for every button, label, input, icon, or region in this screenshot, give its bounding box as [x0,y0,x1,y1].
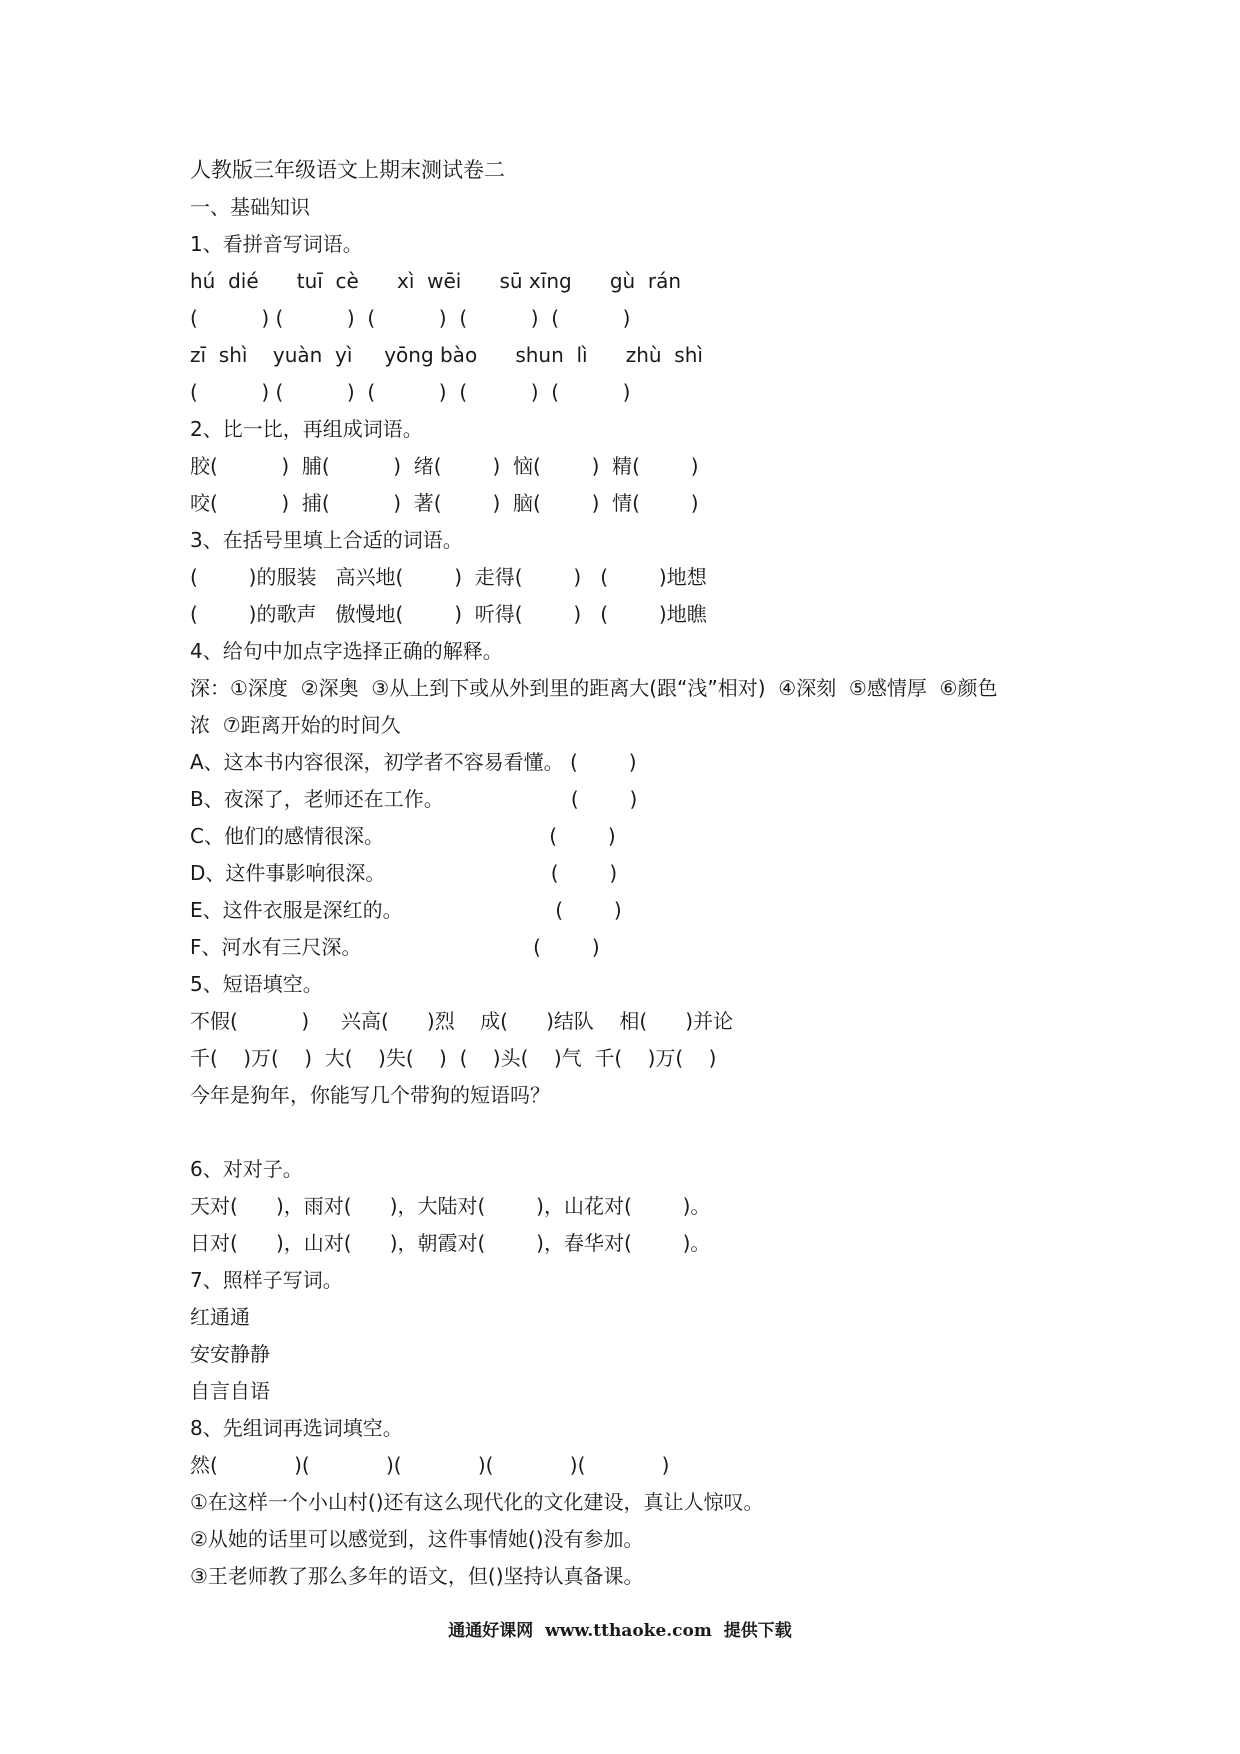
question-7-heading: 7、照样子写词。 [190,1268,343,1292]
question-1-heading: 1、看拼音写词语。 [190,232,363,256]
fill-row: ( )的歌声 傲慢地( ) 听得( ) ( )地瞧 [190,602,707,626]
couplet-row: 天对( )，雨对( )，大陆对( )，山花对( )。 [190,1194,711,1218]
sentence-item: B、夜深了，老师还在工作。 ( ) [190,787,638,811]
sentence-item: C、他们的感情很深。 ( ) [190,824,616,848]
fill-row: ( )的服装 高兴地( ) 走得( ) ( )地想 [190,565,707,589]
example-word: 自言自语 [190,1379,270,1403]
compare-row: 咬( ) 捕( ) 著( ) 脑( ) 情( ) [190,491,699,515]
sentence-item: F、河水有三尺深。 ( ) [190,935,600,959]
couplet-row: 日对( )，山对( )，朝霞对( )，春华对( )。 [190,1231,711,1255]
word-group-row: 然( )( )( )( )( ) [190,1453,670,1477]
page-footer: 通通好课网 www.tthaoke.com 提供下载 [448,1621,792,1641]
compare-row: 胶( ) 脯( ) 绪( ) 恼( ) 精( ) [190,454,699,478]
question-6-heading: 6、对对子。 [190,1157,303,1181]
sentence-item: E、这件衣服是深红的。 ( ) [190,898,622,922]
fill-sentence: ②从她的话里可以感觉到，这件事情她()没有参加。 [190,1527,644,1551]
sentence-item: A、这本书内容很深，初学者不容易看懂。 ( ) [190,750,637,774]
question-4-heading: 4、给句中加点字选择正确的解释。 [190,639,503,663]
example-word: 红通通 [190,1305,250,1329]
page-title: 人教版三年级语文上期末测试卷二 [190,158,505,182]
fill-sentence: ③王老师教了那么多年的语文，但()坚持认真备课。 [190,1564,644,1588]
example-word: 安安静静 [190,1342,270,1366]
fill-sentence: ①在这样一个小山村()还有这么现代化的文化建设，真让人惊叹。 [190,1490,764,1514]
sentence-item: D、这件事影响很深。 ( ) [190,861,618,885]
blank-row: ( ) ( ) ( ) ( ) ( ) [190,306,631,330]
definition-line: 浓 ⑦距离开始的时间久 [190,713,401,737]
question-8-heading: 8、先组词再选词填空。 [190,1416,403,1440]
blank-row: ( ) ( ) ( ) ( ) ( ) [190,380,631,404]
question-5-heading: 5、短语填空。 [190,972,323,996]
phrase-prompt: 今年是狗年，你能写几个带狗的短语吗？ [190,1083,550,1107]
definition-line: 深：①深度 ②深奥 ③从上到下或从外到里的距离大(跟“浅”相对) ④深刻 ⑤感情厚 ⑥颜色 [190,676,998,700]
phrase-row: 千( )万( ) 大( )失( ) ( )头( )气 千( )万( ) [190,1046,717,1070]
pinyin-row: hú dié tuī cè xì wēi sū xīng gù rán [190,269,682,293]
pinyin-row: zī shì yuàn yì yōng bào shun lì zhù shì [190,343,703,367]
question-2-heading: 2、比一比，再组成词语。 [190,417,423,441]
question-3-heading: 3、在括号里填上合适的词语。 [190,528,463,552]
section-heading: 一、基础知识 [190,195,310,219]
phrase-row: 不假( ) 兴高( )烈 成( )结队 相( )并论 [190,1009,734,1033]
